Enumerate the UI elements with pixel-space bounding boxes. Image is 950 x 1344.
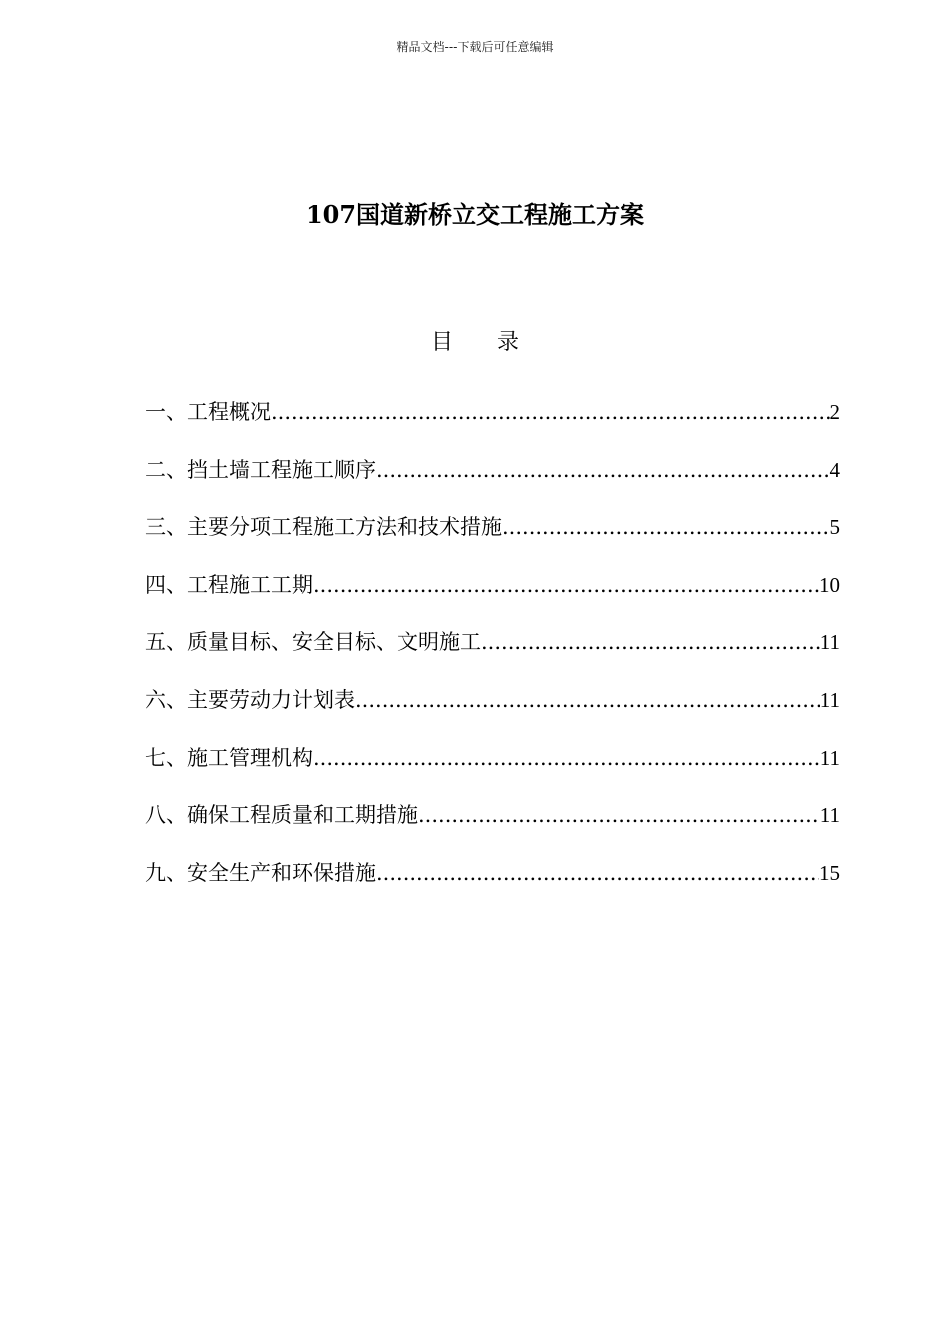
toc-entry-page: 11: [819, 803, 840, 828]
toc-entry-page: 15: [819, 860, 840, 885]
dot-leader: [481, 622, 820, 662]
toc-entry-page: 10: [819, 572, 840, 597]
dot-leader: [502, 507, 830, 547]
toc-entry-label: 九、安全生产和环保措施: [145, 860, 376, 885]
dot-leader: [376, 450, 830, 490]
header-watermark: 精品文档---下载后可任意编辑: [396, 40, 554, 54]
toc-entry-label: 一、工程概况: [145, 400, 271, 424]
toc-entry-label: 八、确保工程质量和工期措施: [145, 803, 418, 828]
toc-entry-label: 三、主要分项工程施工方法和技术措施: [145, 515, 502, 540]
dot-leader: [271, 392, 830, 432]
toc-entry-page: 11: [819, 630, 840, 655]
toc-entry-label: 四、工程施工工期: [145, 572, 313, 597]
toc-entry[interactable]: [145, 392, 840, 450]
dot-leader: [376, 853, 819, 893]
toc-entry-page: 11: [819, 687, 840, 712]
document-title: 107国道新桥立交工程施工方案: [305, 200, 645, 229]
toc-entry[interactable]: [145, 738, 840, 796]
toc-entry-page: 4: [829, 457, 840, 482]
toc-heading-char-2: 录: [497, 330, 520, 355]
toc-heading-char-1: 目: [430, 330, 453, 355]
toc-heading: [0, 325, 950, 356]
toc-entry[interactable]: [145, 507, 840, 565]
toc-entry[interactable]: [145, 622, 840, 680]
toc-entry-page: 11: [819, 745, 840, 770]
dot-leader: [313, 738, 820, 778]
toc-entry-label: 二、挡土墙工程施工顺序: [145, 457, 376, 482]
toc-entry[interactable]: [145, 565, 840, 623]
toc-entry-page: 5: [829, 515, 840, 540]
toc-entry-label: 五、质量目标、安全目标、文明施工: [145, 630, 481, 655]
toc-entry[interactable]: [145, 450, 840, 508]
toc-entry[interactable]: [145, 795, 840, 853]
toc-entry-label: 七、施工管理机构: [145, 745, 313, 770]
dot-leader: [313, 565, 819, 605]
toc-entry[interactable]: [145, 853, 840, 911]
toc-entry-label: 六、主要劳动力计划表: [145, 687, 355, 712]
table-of-contents: [145, 392, 840, 910]
toc-entry-page: 2: [829, 400, 840, 424]
dot-leader: [418, 795, 820, 835]
toc-entry[interactable]: [145, 680, 840, 738]
dot-leader: [355, 680, 820, 720]
